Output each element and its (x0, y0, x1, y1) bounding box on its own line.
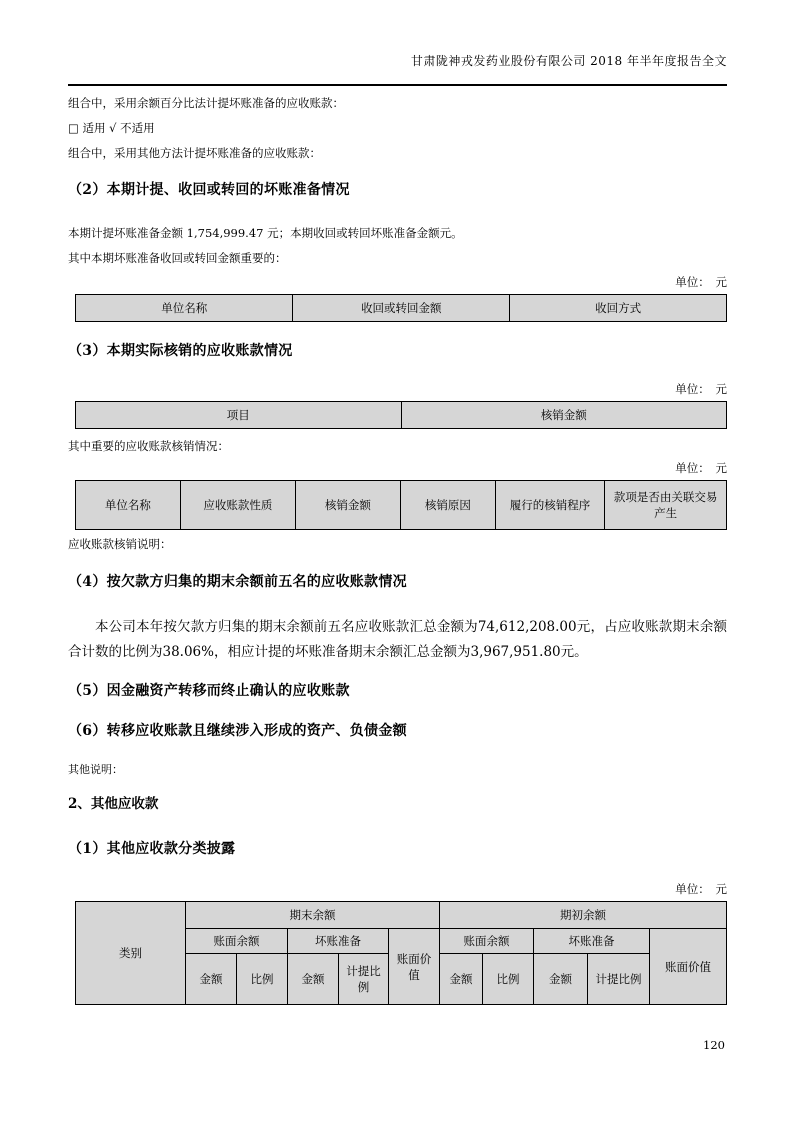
section-6-heading: （6）转移应收账款且继续涉入形成的资产、负债金额 (68, 723, 407, 739)
col-amount-opening: 金额 (440, 954, 483, 1005)
recovery-table (75, 294, 727, 322)
table-row (76, 295, 727, 322)
section-5-heading: （5）因金融资产转移而终止确认的应收账款 (68, 683, 350, 699)
col-amount-closing: 金额 (186, 954, 237, 1005)
report-header-title: 甘肃陇神戎发药业股份有限公司 2018 年半年度报告全文 (410, 54, 727, 68)
table-row (76, 902, 727, 929)
section-4-heading: （4）按欠款方归集的期末余额前五名的应收账款情况 (68, 574, 407, 590)
para-other-notes: 其他说明： (68, 763, 123, 776)
unit-label-3: 单位： 元 (675, 461, 727, 475)
unit-label-1: 单位： 元 (675, 275, 727, 289)
col-recovered-amount: 收回或转回金额 (293, 295, 510, 322)
table-row (76, 402, 727, 429)
para-top-five-receivables: 本公司本年按欠款方归集的期末余额前五名应收账款汇总金额为74,612,208.00元，占应收账款期末余额合计数的比例为38.06%，相应计提的坏账准备期末余额汇总金额为3,967,951.80元。 (68, 619, 727, 660)
para-percentage-method: 组合中，采用余额百分比法计提坏账准备的应收账款： (68, 96, 344, 110)
group-bad-debt-closing: 坏账准备 (288, 929, 389, 954)
classification-table (75, 901, 727, 1005)
applicability-line: □ 适用 √ 不适用 (68, 121, 155, 135)
group-book-balance-opening: 账面余额 (440, 929, 534, 954)
page-content (0, 96, 793, 1005)
col-writeoff-reason: 核销原因 (400, 481, 495, 530)
unit-label-2: 单位： 元 (675, 382, 727, 396)
col-provision-ratio-closing: 计提比例 (339, 954, 389, 1005)
para-provision-statement: 本期计提坏账准备金额 1,754,999.47 元；本期收回或转回坏账准备金额元。 (68, 226, 463, 240)
page-number: 120 (703, 1038, 725, 1052)
col-related-party: 款项是否由关联交易产生 (605, 481, 727, 530)
col-writeoff-amount: 核销金额 (296, 481, 401, 530)
col-provision-ratio-opening: 计提比例 (588, 954, 650, 1005)
group-bad-debt-opening: 坏账准备 (534, 929, 650, 954)
para-important-writeoff: 其中重要的应收账款核销情况： (68, 439, 229, 453)
section-2-heading: （2）本期计提、收回或转回的坏账准备情况 (68, 182, 350, 198)
col-unit-name: 单位名称 (76, 295, 293, 322)
other-receivables-heading: 2、其他应收款 (68, 796, 159, 812)
col-writeoff-amount: 核销金额 (401, 402, 727, 429)
group-book-balance-closing: 账面余额 (186, 929, 288, 954)
col-receivable-nature: 应收账款性质 (180, 481, 295, 530)
col-book-value-closing: 账面价值 (389, 929, 440, 1005)
unit-label-4: 单位： 元 (675, 882, 727, 896)
para-important-recovery: 其中本期坏账准备收回或转回金额重要的： (68, 251, 287, 265)
section-3-heading: （3）本期实际核销的应收账款情况 (68, 343, 293, 359)
col-writeoff-procedure: 履行的核销程序 (495, 481, 604, 530)
col-recovery-method: 收回方式 (510, 295, 727, 322)
col-proportion-opening: 比例 (483, 954, 534, 1005)
group-closing-balance: 期末余额 (186, 902, 440, 929)
para-writeoff-explanation: 应收账款核销说明： (68, 537, 172, 551)
col-book-value-opening: 账面价值 (650, 929, 727, 1005)
col-category: 类别 (76, 902, 186, 1005)
important-writeoff-table (75, 480, 727, 530)
col-bad-debt-amount-closing: 金额 (288, 954, 339, 1005)
group-opening-balance: 期初余额 (440, 902, 727, 929)
writeoff-table (75, 401, 727, 429)
col-unit-name: 单位名称 (76, 481, 181, 530)
col-item: 项目 (76, 402, 402, 429)
col-bad-debt-amount-opening: 金额 (534, 954, 588, 1005)
para-other-method: 组合中，采用其他方法计提坏账准备的应收账款： (68, 146, 321, 160)
col-proportion-closing: 比例 (237, 954, 288, 1005)
table-row (76, 481, 727, 530)
other-receivables-sub-heading: （1）其他应收款分类披露 (68, 841, 236, 857)
report-header (68, 0, 727, 86)
